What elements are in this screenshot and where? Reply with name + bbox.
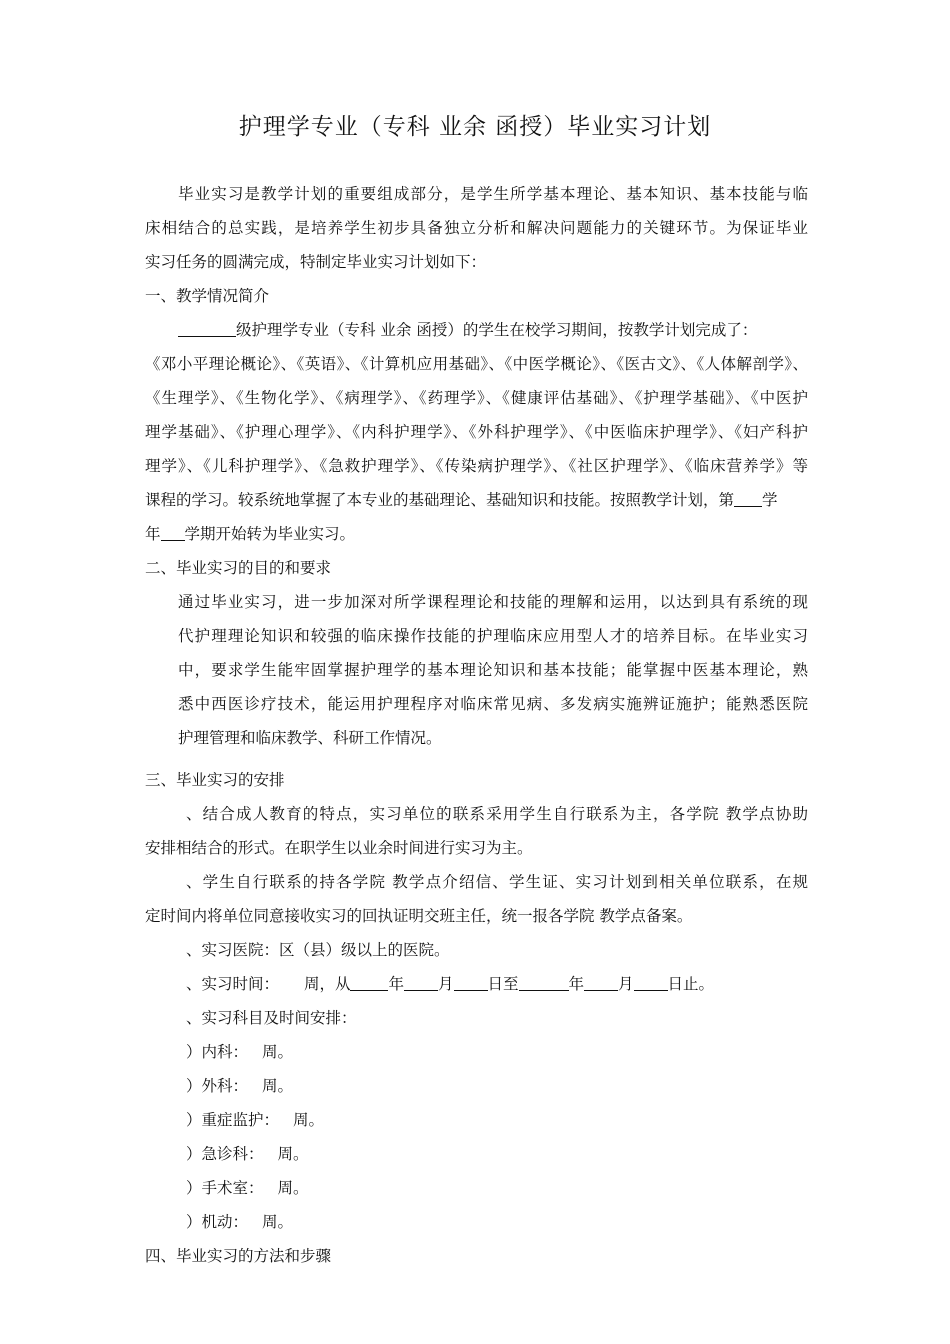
course-line: 理学基础》、《护理心理学》、《内科护理学》、《外科护理学》、《中医临床护理学》、《妇产科护 <box>145 423 808 441</box>
subject-unit: 周。 <box>277 1179 309 1197</box>
end-year-blank <box>519 974 569 991</box>
subject-name: ）重症监护： <box>186 1111 280 1129</box>
subject-name: ）外科： <box>186 1077 249 1095</box>
section-heading: 二、毕业实习的目的和要求 <box>145 559 332 577</box>
time-weeks: 周，从 <box>303 975 351 993</box>
s1-line7 <box>145 524 355 544</box>
s3-p1-line: 、结合成人教育的特点，实习单位的联系采用学生自行联系为主，各学院 教学点协助 <box>186 805 808 823</box>
time-month1: 月 <box>437 975 454 993</box>
subject-item <box>186 1178 309 1198</box>
s2-line: 通过毕业实习，进一步加深对所学课程理论和技能的理解和运用，以达到具有系统的现 <box>178 593 808 611</box>
subject-unit: 周。 <box>293 1111 325 1129</box>
s2-line: 中，要求学生能牢固掌握护理学的基本理论知识和基本技能；能掌握中医基本理论，熟 <box>178 661 808 679</box>
s1-line6-suffix: 学 <box>762 491 778 509</box>
s2-line: 代护理理论知识和较强的临床操作技能的护理临床应用型人才的培养目标。在毕业实习 <box>178 627 808 645</box>
subject-unit: 周。 <box>262 1077 294 1095</box>
time-month2: 月 <box>618 975 634 993</box>
s3-subjects-heading: 、实习科目及时间安排： <box>186 1009 357 1027</box>
start-year-blank <box>350 974 388 991</box>
subject-name: ）内科： <box>186 1043 249 1061</box>
subject-name: ）手术室： <box>186 1179 264 1197</box>
end-month-blank <box>584 974 618 991</box>
subject-unit: 周。 <box>262 1213 294 1231</box>
s1-first-line <box>178 320 757 340</box>
subject-unit: 周。 <box>262 1043 294 1061</box>
intro-line: 实习任务的圆满完成，特制定毕业实习计划如下： <box>145 253 487 271</box>
s3-p1-line: 安排相结合的形式。在职学生以业余时间进行实习为主。 <box>145 839 533 857</box>
course-line: 《邓小平理论概论》、《英语》、《计算机应用基础》、《中医学概论》、《医古文》、《人体解剖学》、 <box>145 355 808 373</box>
subject-item <box>186 1042 293 1062</box>
time-label: 、实习时间： <box>186 975 280 993</box>
subject-item <box>186 1110 324 1130</box>
course-line: 《生理学》、《生物化学》、《病理学》、《药理学》、《健康评估基础》、《护理学基础》、《中医护 <box>145 389 808 407</box>
subject-name: ）机动： <box>186 1213 249 1231</box>
subject-unit: 周。 <box>277 1145 309 1163</box>
s1-line7-prefix: 年 <box>145 525 161 543</box>
s3-p2-line: 、学生自行联系的持各学院 教学点介绍信、学生证、实习计划到相关单位联系，在规 <box>186 873 808 891</box>
semester-blank <box>161 524 185 541</box>
time-day-end: 日止。 <box>667 975 715 993</box>
time-day-to: 日至 <box>487 975 519 993</box>
academic-year-blank <box>734 490 762 507</box>
weeks-blank <box>284 975 304 991</box>
course-line: 理学》、《儿科护理学》、《急救护理学》、《传染病护理学》、《社区护理学》、《临床营养学》等 <box>145 457 808 475</box>
grade-blank <box>178 320 236 337</box>
time-year2: 年 <box>568 975 585 993</box>
subject-item <box>186 1212 293 1232</box>
s1-line6 <box>145 490 778 510</box>
s1-first-line-text: 级护理学专业（专科 业余 函授）的学生在校学习期间，按教学计划完成了： <box>236 321 758 339</box>
intro-line: 毕业实习是教学计划的重要组成部分，是学生所学基本理论、基本知识、基本技能与临 <box>178 185 808 203</box>
section-heading: 三、毕业实习的安排 <box>145 771 285 789</box>
s1-line6-text: 课程的学习。较系统地掌握了本专业的基础理论、基础知识和技能。按照教学计划，第 <box>145 491 735 509</box>
time-year1: 年 <box>388 975 404 993</box>
subject-item <box>186 1076 293 1096</box>
s1-line7-text: 学期开始转为毕业实习。 <box>184 525 356 543</box>
section-heading: 一、教学情况简介 <box>145 287 270 305</box>
s2-line: 悉中西医诊疗技术，能运用护理程序对临床常见病、多发病实施辨证施护；能熟悉医院 <box>178 695 808 713</box>
start-month-blank <box>404 974 438 991</box>
s3-hospital: 、实习医院：区（县）级以上的医院。 <box>186 941 450 959</box>
s3-p2-line: 定时间内将单位同意接收实习的回执证明交班主任，统一报各学院 教学点备案。 <box>145 907 693 925</box>
subject-name: ）急诊科： <box>186 1145 264 1163</box>
s2-line: 护理管理和临床教学、科研工作情况。 <box>178 729 442 747</box>
subject-item <box>186 1144 309 1164</box>
section-heading: 四、毕业实习的方法和步骤 <box>145 1247 332 1265</box>
page-title: 护理学专业（专科 业余 函授）毕业实习计划 <box>238 114 712 140</box>
end-day-blank <box>634 974 668 991</box>
start-day-blank <box>454 974 488 991</box>
s3-time-line <box>186 974 714 994</box>
intro-line: 床相结合的总实践，是培养学生初步具备独立分析和解决问题能力的关键环节。为保证毕业 <box>145 219 808 237</box>
